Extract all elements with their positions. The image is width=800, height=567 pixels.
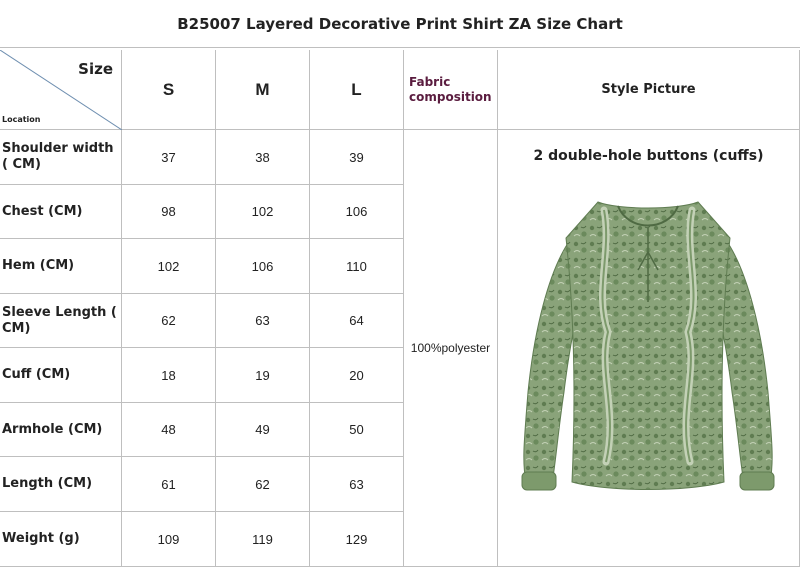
row-value: 63 (216, 294, 310, 348)
style-picture-cell (498, 130, 800, 567)
row-value: 98 (122, 185, 216, 239)
row-value: 109 (122, 512, 216, 567)
corner-header-cell (0, 50, 122, 130)
row-value: 18 (122, 348, 216, 403)
row-label: Length (CM) (0, 457, 122, 512)
size-header-s: S (122, 50, 216, 130)
shirt-image (508, 192, 788, 512)
row-value: 37 (122, 130, 216, 185)
row-label: Armhole (CM) (0, 403, 122, 457)
row-value: 106 (216, 239, 310, 294)
picture-caption: 2 double-hole buttons (cuffs) (533, 148, 764, 164)
row-value: 20 (310, 348, 404, 403)
fabric-header: Fabric composition (404, 50, 498, 130)
row-value: 63 (310, 457, 404, 512)
size-header-l: L (310, 50, 404, 130)
row-value: 119 (216, 512, 310, 567)
row-label: Weight (g) (0, 512, 122, 567)
row-value: 62 (122, 294, 216, 348)
fabric-value: 100%polyester (404, 130, 498, 567)
size-header-label: Size (78, 60, 113, 78)
row-value: 61 (122, 457, 216, 512)
row-label: Sleeve Length ( CM) (0, 294, 122, 348)
row-value: 102 (216, 185, 310, 239)
row-value: 129 (310, 512, 404, 567)
row-value: 106 (310, 185, 404, 239)
page-title: B25007 Layered Decorative Print Shirt ZA Size Chart (0, 0, 800, 48)
row-value: 39 (310, 130, 404, 185)
row-label: Chest (CM) (0, 185, 122, 239)
row-label: Cuff (CM) (0, 348, 122, 403)
row-value: 49 (216, 403, 310, 457)
row-value: 64 (310, 294, 404, 348)
row-value: 110 (310, 239, 404, 294)
row-value: 62 (216, 457, 310, 512)
row-value: 19 (216, 348, 310, 403)
row-label: Hem (CM) (0, 239, 122, 294)
row-value: 102 (122, 239, 216, 294)
row-value: 50 (310, 403, 404, 457)
size-header-m: M (216, 50, 310, 130)
style-picture-header: Style Picture (498, 50, 800, 130)
location-header-label: Location (2, 115, 41, 124)
row-label: Shoulder width ( CM) (0, 130, 122, 185)
row-value: 38 (216, 130, 310, 185)
row-value: 48 (122, 403, 216, 457)
